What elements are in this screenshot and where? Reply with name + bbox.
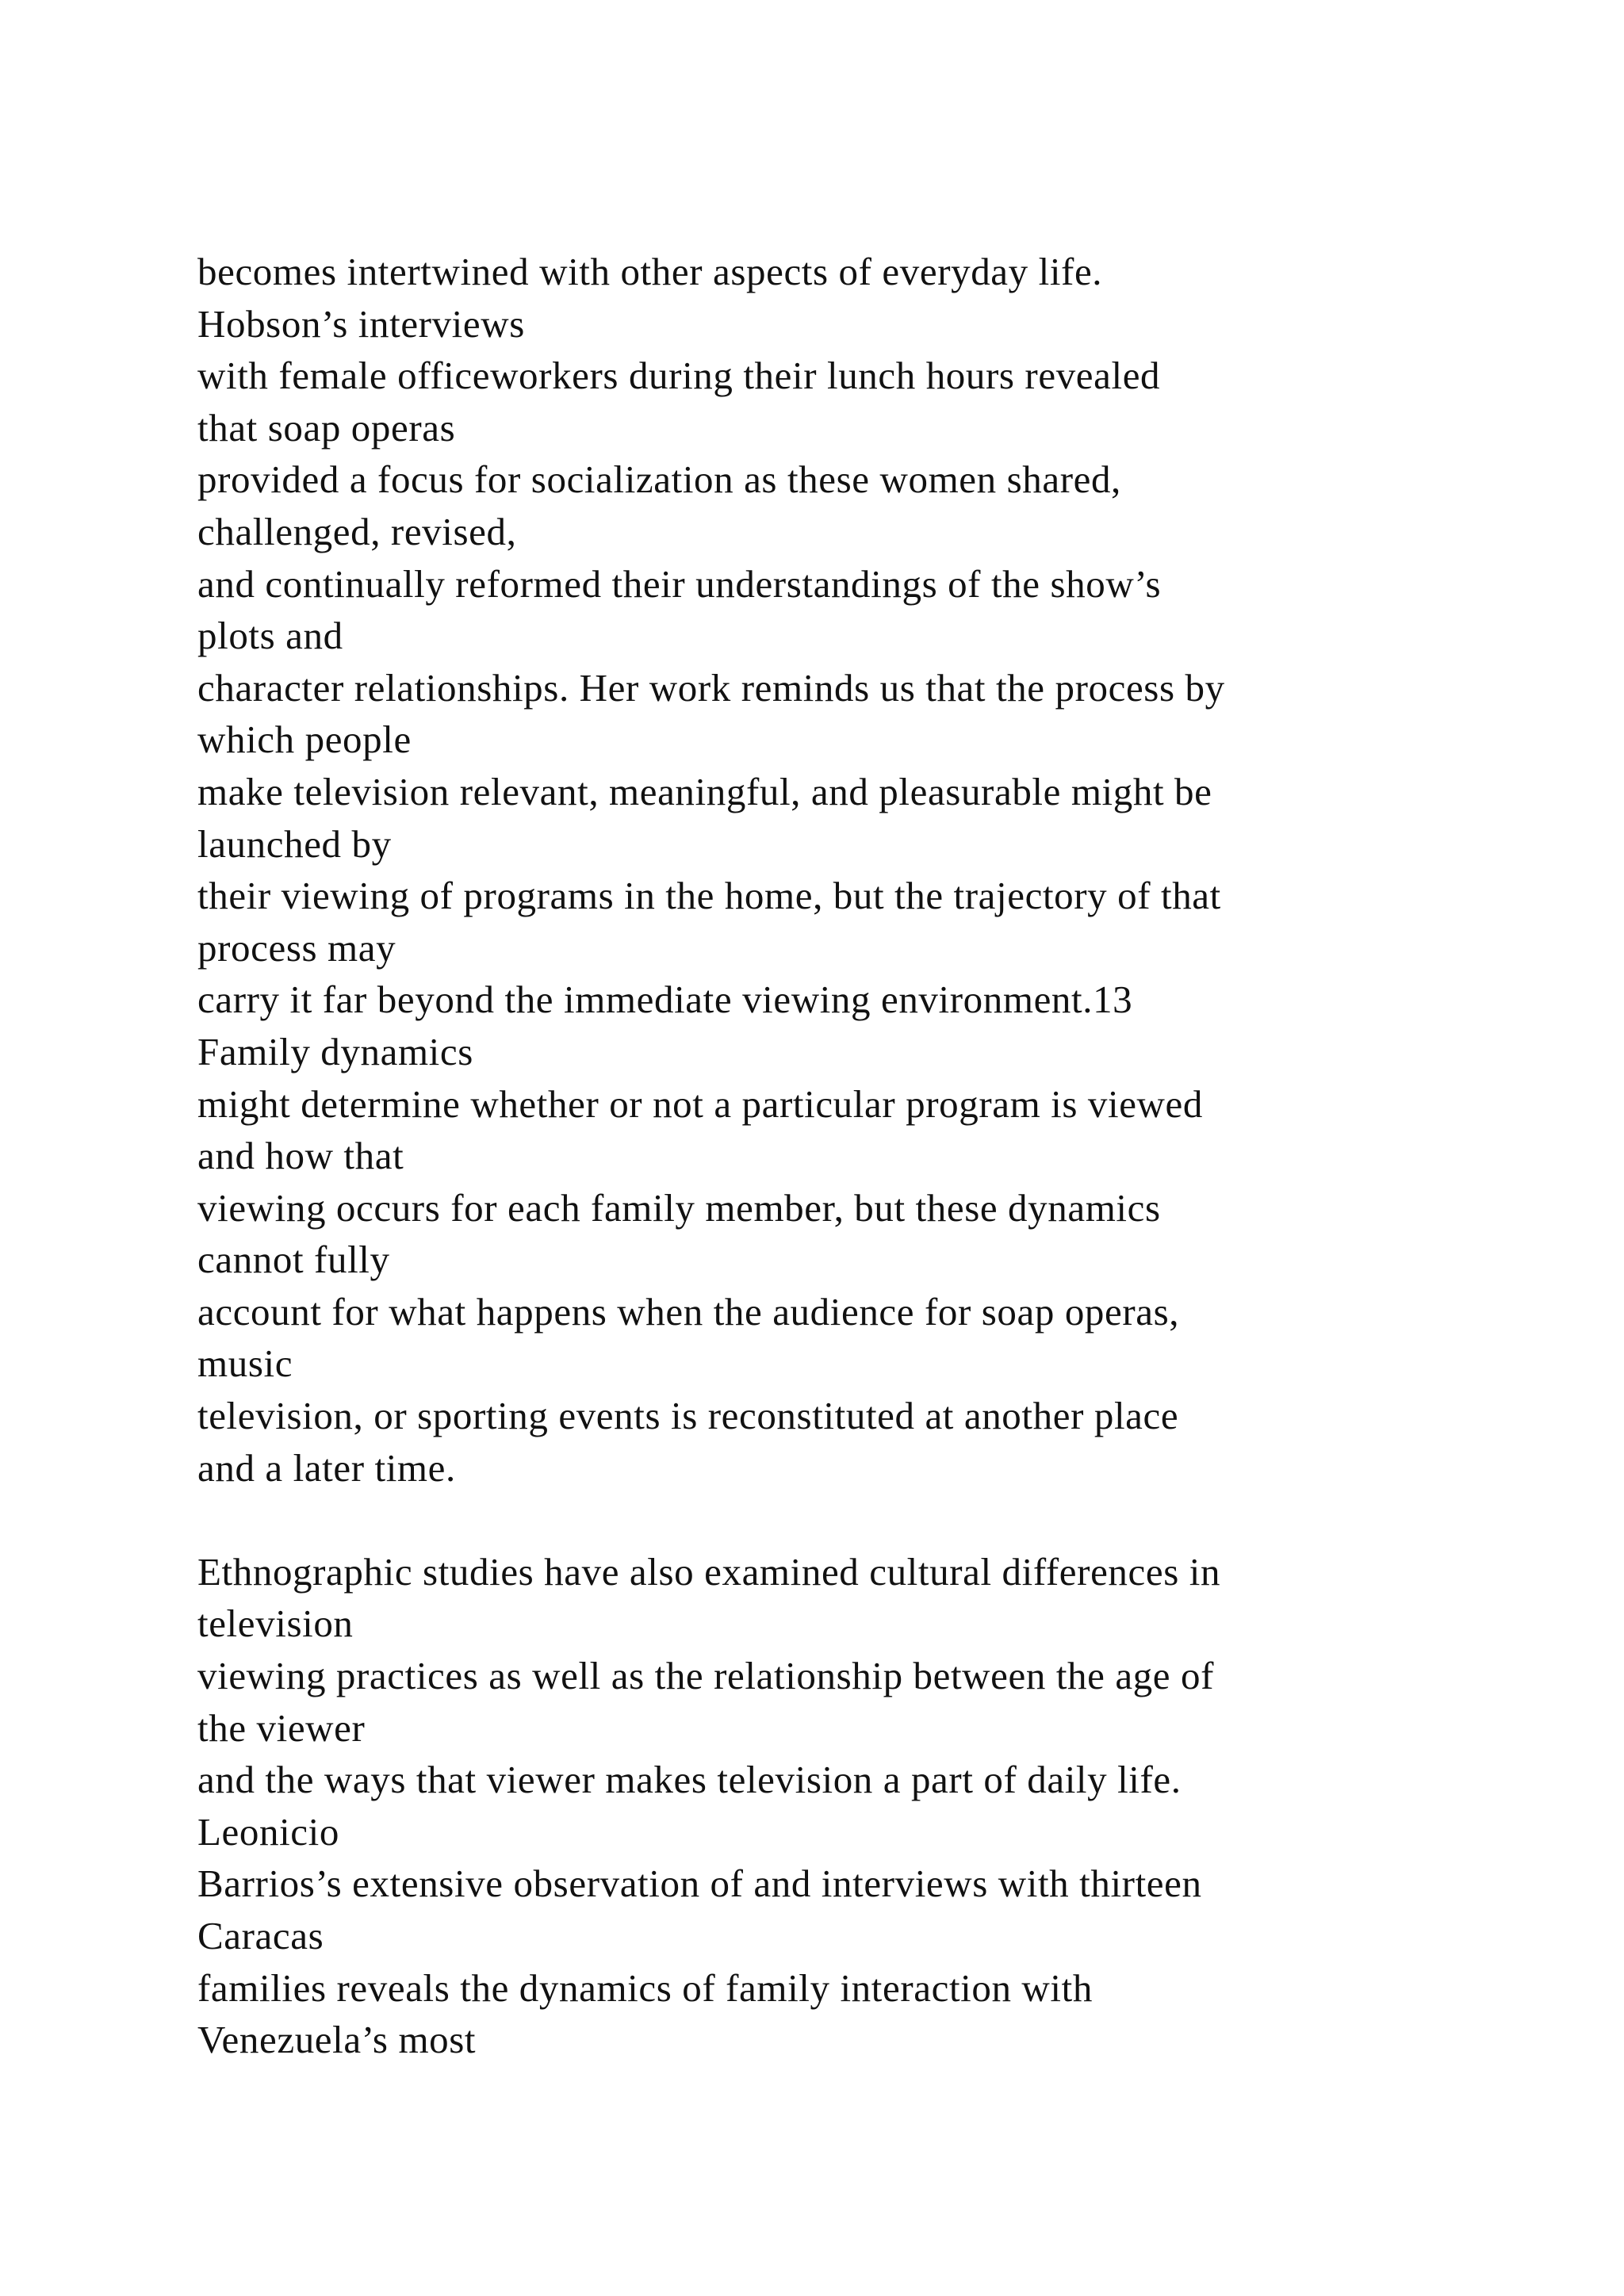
text-line: and continually reformed their understandings of the show’s <box>197 561 1162 606</box>
text-line: and the ways that viewer makes television a part of daily life. <box>197 1758 1182 1802</box>
text-line: plots and <box>197 614 343 658</box>
text-line: that soap operas <box>197 405 456 450</box>
text-line: families reveals the dynamics of family interaction with <box>197 1965 1093 2010</box>
text-line: Leonicio <box>197 1809 339 1854</box>
text-line: becomes intertwined with other aspects of everyday life. <box>197 250 1103 293</box>
text-line: provided a focus for socialization as these women shared, <box>197 457 1121 502</box>
text-line: the viewer <box>197 1705 366 1750</box>
text-line: Barrios’s extensive observation of and interviews with thirteen <box>197 1862 1202 1906</box>
text-line: challenged, revised, <box>197 509 517 553</box>
text-line: launched by <box>197 821 392 866</box>
text-line: music <box>197 1341 293 1386</box>
text-line: and a later time. <box>197 1445 456 1490</box>
text-line: television, or sporting events is reconstituted at another place <box>197 1394 1179 1438</box>
paragraph-break <box>197 1494 1545 1546</box>
text-line: make television relevant, meaningful, and pleasurable might be <box>197 769 1212 813</box>
text-line: viewing occurs for each family member, but these dynamics <box>197 1185 1161 1230</box>
text-line: Hobson’s interviews <box>197 301 525 346</box>
text-line: process may <box>197 925 396 970</box>
text-line: with female officeworkers during their lunch hours revealed <box>197 354 1161 398</box>
text-line: cannot fully <box>197 1238 390 1282</box>
text-line: Caracas <box>197 1914 324 1957</box>
text-line: television <box>197 1601 354 1646</box>
text-line: viewing practices as well as the relationship between the age of <box>197 1654 1214 1698</box>
text-line: and how that <box>197 1134 404 1178</box>
text-line: account for what happens when the audience for soap operas, <box>197 1289 1180 1334</box>
text-line: Venezuela’s most <box>197 2018 477 2062</box>
text-line: Family dynamics <box>197 1029 473 1073</box>
text-line: their viewing of programs in the home, but the trajectory of that <box>197 874 1221 918</box>
text-line: might determine whether or not a particular program is viewed <box>197 1081 1203 1126</box>
paragraph-2 <box>197 1546 1545 2066</box>
text-line: which people <box>197 718 412 762</box>
text-line: carry it far beyond the immediate viewing environment.13 <box>197 978 1133 1022</box>
paragraph-1 <box>197 246 1545 1494</box>
text-line: character relationships. Her work reminds us that the process by <box>197 665 1225 710</box>
text-line: Ethnographic studies have also examined cultural differences in <box>197 1549 1221 1594</box>
body-text <box>197 246 1545 2066</box>
